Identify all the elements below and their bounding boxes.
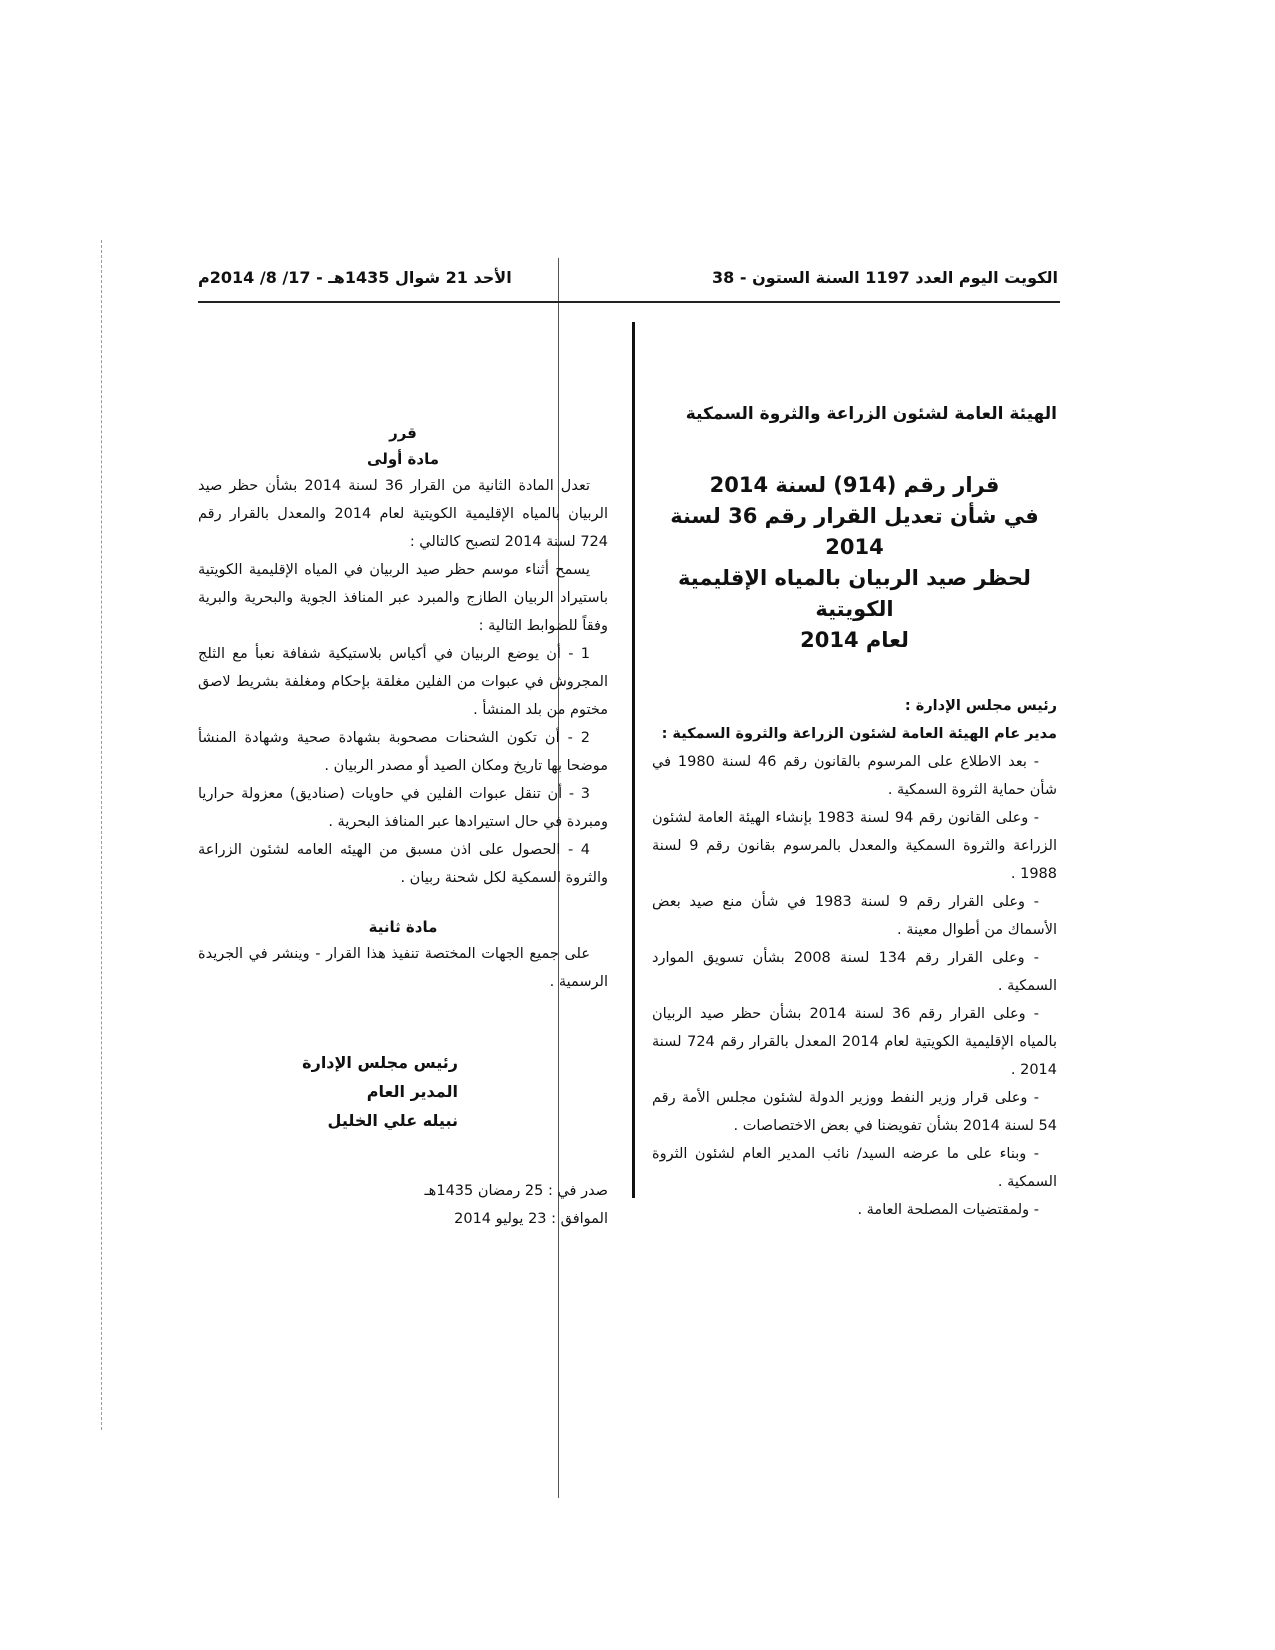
decision-title-line: لعام 2014 <box>800 628 909 652</box>
issued-date: صدر في : 25 رمضان 1435هـ <box>424 1183 608 1199</box>
article-2-body: على جميع الجهات المختصة تنفيذ هذا القرار - وينشر في الجريدة الرسمية . <box>198 946 608 990</box>
issuer-director: مدير عام الهيئة العامة لشئون الزراعة والثروة السمكية : <box>661 726 1057 742</box>
header-issue-info: الكويت اليوم العدد 1197 السنة الستون - 38 <box>712 268 1058 287</box>
decision-title-line: في شأن تعديل القرار رقم 36 لسنة 2014 <box>670 504 1039 559</box>
decided-heading: قرر <box>389 424 417 442</box>
signature-block <box>198 1048 608 1135</box>
condition-item: 1 - أن يوضع الربيان في أكياس بلاستيكية شفافة نعبأ مع الثلج المجروش في عبوات من الفلين مغلقة بإحكام ومغلفة بشريط لاصق مختوم من بلد المنشأ . <box>198 646 608 718</box>
preamble-item: - وعلى القانون رقم 94 لسنة 1983 بإنشاء الهيئة العامة لشئون الزراعة والثروة السمكية والمعدل بالمرسوم بقانون رقم 9 لسنة 1988 . <box>652 810 1058 882</box>
preamble-item: - ولمقتضيات المصلحة العامة . <box>857 1202 1039 1218</box>
preamble-item: - وبناء على ما عرضه السيد/ نائب المدير العام لشئون الثروة السمكية . <box>652 1146 1057 1190</box>
signature-line: نبيله علي الخليل <box>327 1111 458 1130</box>
preamble-item: - وعلى القرار رقم 36 لسنة 2014 بشأن حظر صيد الربيان بالمياه الإقليمية الكويتية لعام 2014 المعدل بالقرار رقم 724 لسنة 2014 . <box>652 1006 1057 1078</box>
authority-name: الهيئة العامة لشئون الزراعة والثروة السمكية <box>685 404 1057 424</box>
preamble-item: - وعلى قرار وزير النفط ووزير الدولة لشئون مجلس الأمة رقم 54 لسنة 2014 بشأن تفويضنا في بعض الاختصاصات . <box>652 1090 1057 1134</box>
condition-item: 2 - أن تكون الشحنات مصحوبة بشهادة صحية وشهادة المنشأ موضحا بها تاريخ ومكان الصيد أو مصدر الربيان . <box>198 730 608 774</box>
article-1-body: يسمح أثناء موسم حظر صيد الربيان في المياه الإقليمية الكويتية باستيراد الربيان الطازج والمبرد عبر المنافذ الجوية والبحرية والبرية وفقاً للضوابط التالية : <box>198 562 608 634</box>
right-column <box>652 400 1057 1224</box>
scan-edge-line <box>101 240 102 1430</box>
decision-title-line: قرار رقم (914) لسنة 2014 <box>709 473 1000 497</box>
corresponding-date: الموافق : 23 يوليو 2014 <box>454 1211 608 1227</box>
column-divider <box>632 322 635 1198</box>
article-2-title: مادة ثانية <box>368 918 438 936</box>
signature-line: رئيس مجلس الإدارة <box>302 1053 458 1072</box>
signature-line: المدير العام <box>366 1082 458 1101</box>
left-column <box>198 420 608 1233</box>
preamble-item: - وعلى القرار رقم 9 لسنة 1983 في شأن منع صيد بعض الأسماك من أطوال معينة . <box>652 894 1057 938</box>
page-header <box>198 268 1058 298</box>
decision-title-line: لحظر صيد الربيان بالمياه الإقليمية الكويتية <box>678 566 1031 621</box>
decision-title <box>652 470 1057 656</box>
article-1-title: مادة أولى <box>367 450 439 468</box>
condition-item: 3 - أن تنقل عبوات الفلين في حاويات (صناديق) معزولة حراريا ومبردة في حال استيرادها عبر المنافذ البحرية . <box>198 786 608 830</box>
preamble-item: - بعد الاطلاع على المرسوم بالقانون رقم 46 لسنة 1980 في شأن حماية الثروة السمكية . <box>652 754 1057 798</box>
issue-dates <box>198 1177 608 1233</box>
article-1-intro: تعدل المادة الثانية من القرار 36 لسنة 2014 بشأن حظر صيد الربيان بالمياه الإقليمية الكويتية لعام 2014 والمعدل بالقرار رقم 724 لسنة 2014 لتصبح كالتالي : <box>198 478 609 550</box>
header-date: الأحد 21 شوال 1435هـ - 17/ 8/ 2014م <box>198 268 512 287</box>
condition-item: 4 - الحصول على اذن مسبق من الهيئه العامه لشئون الزراعة والثروة السمكية لكل شحنة ربيان . <box>198 842 608 886</box>
header-rule <box>198 301 1060 303</box>
issuer-chairman: رئيس مجلس الإدارة : <box>904 698 1057 714</box>
preamble-item: - وعلى القرار رقم 134 لسنة 2008 بشأن تسويق الموارد السمكية . <box>652 950 1057 994</box>
